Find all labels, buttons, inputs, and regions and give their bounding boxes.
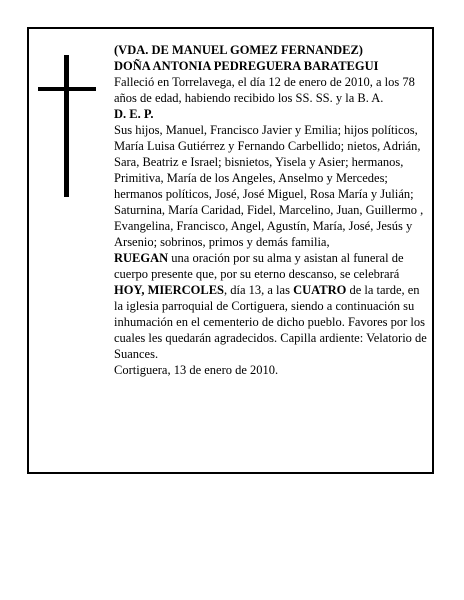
deceased-name: DOÑA ANTONIA PEDREGUERA BARATEGUI — [114, 59, 379, 73]
cross-icon-crossbar — [38, 87, 96, 91]
funeral-place-text: de la tarde, en la iglesia parroquial de Cortiguera, siendo a continuación su inhumación en el cementerio de dicho pueblo. Favores por los cuales les quedarán agradecidos. Capilla ardiente: Velatorio de Suances. — [114, 283, 427, 361]
funeral-date-text: , día 13, a las — [223, 283, 294, 297]
cross-icon — [64, 55, 69, 197]
obituary-text — [114, 42, 428, 378]
funeral-day: HOY, MIERCOLES — [114, 283, 224, 297]
rip-line: D. E. P. — [114, 107, 154, 121]
death-details: Falleció en Torrelavega, el día 12 de enero de 2010, a los 78 años de edad, habiendo recibido los SS. SS. y la B. A. — [114, 75, 415, 105]
family-list: Sus hijos, Manuel, Francisco Javier y Emilia; hijos políticos, María Luisa Gutiérrez y Fernando Carbellido; nietos, Adrián, Sara, Beatriz e Israel; bisnietos, Yisela y Asier; hermanos, Primitiva, María de los Angeles, Anselmo y Mercedes; hermanos políticos, José, José Miguel, Rosa María y Julián; Saturnina, María Caridad, Fidel, Marcelino, Juan, Guillermo , Evangelina, Francisco, Angel, Agustín, María, José, Jesús y Arsenio; sobrinos, primos y demás familia, — [114, 123, 424, 249]
place-date: Cortiguera, 13 de enero de 2010. — [114, 363, 279, 377]
funeral-hour: CUATRO — [293, 283, 347, 297]
ruegan-label: RUEGAN — [114, 251, 169, 265]
ruegan-text: una oración por su alma y asistan al funeral de cuerpo presente que, por su eterno descanso, se celebrará — [114, 251, 404, 281]
widow-of-line: (VDA. DE MANUEL GOMEZ FERNANDEZ) — [114, 43, 363, 57]
funeral-request — [114, 250, 428, 362]
